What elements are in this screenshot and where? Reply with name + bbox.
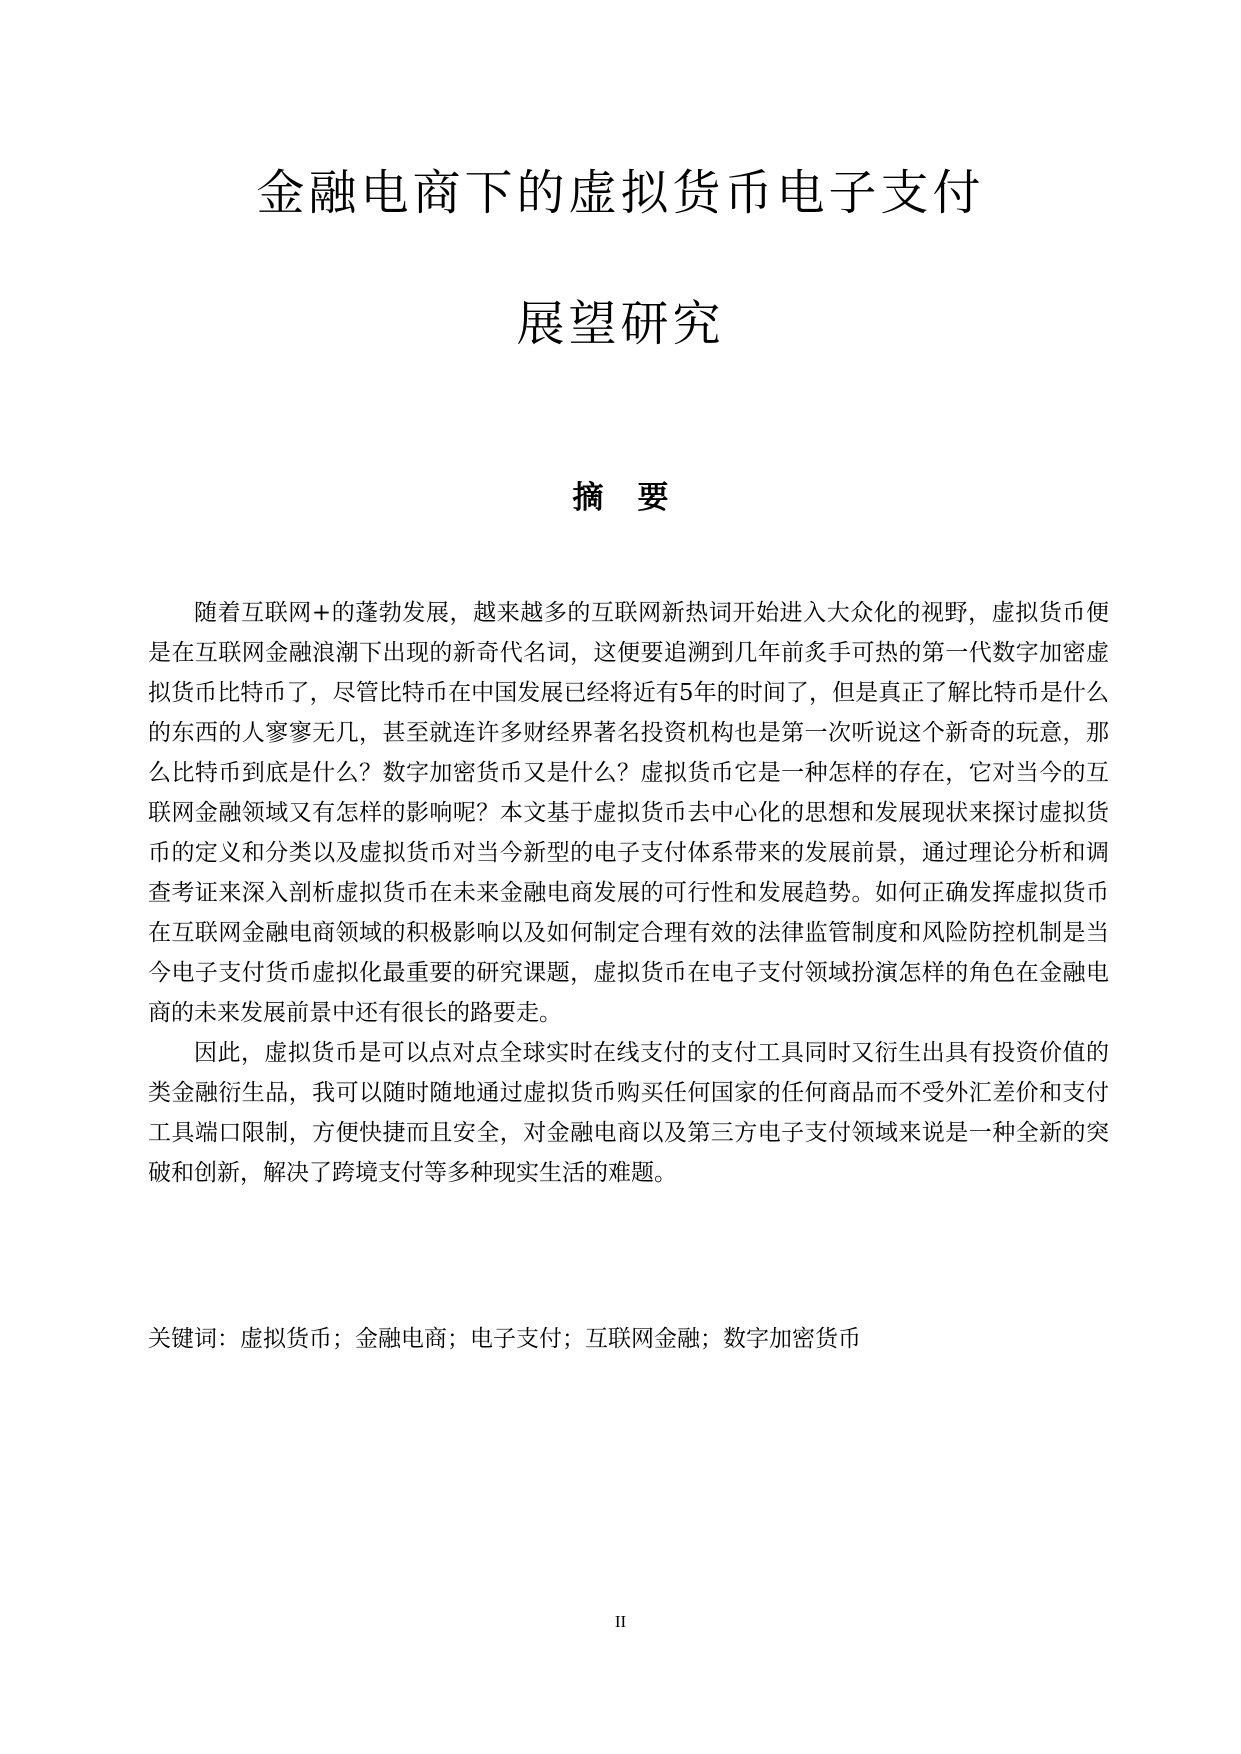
keywords-line: 关键词：虚拟货币；金融电商；电子支付；互联网金融；数字加密货币 — [148, 1326, 861, 1352]
document-title-line-2: 展望研究 — [516, 296, 725, 352]
abstract-body — [148, 593, 1109, 1193]
abstract-heading-char-1: 摘 — [572, 480, 604, 516]
abstract-paragraph-2: 因此，虚拟货币是可以点对点全球实时在线支付的支付工具同时又衍生出具有投资价值的类金融衍生品，我可以随时随地通过虚拟货币购买任何国家的任何商品而不受外汇差价和支付工具端口限制，方便快捷而且安全，对金融电商以及第三方电子支付领域来说是一种全新的突破和创新，解决了跨境支付等多种现实生活的难题。 — [148, 1040, 1109, 1186]
page-number: II — [614, 1612, 627, 1631]
document-title-line-1: 金融电商下的虚拟货币电子支付 — [256, 165, 985, 221]
abstract-paragraph-1: 随着互联网+的蓬勃发展，越来越多的互联网新热词开始进入大众化的视野，虚拟货币便是在互联网金融浪潮下出现的新奇代名词，这便要追溯到几年前炙手可热的第一代数字加密虚拟货币比特币了，尽管比特币在中国发展已经将近有5年的时间了，但是真正了解比特币是什么的东西的人寥寥无几，甚至就连许多财经界著名投资机构也是第一次听说这个新奇的玩意，那么比特币到底是什么？数字加密货币又是什么？虚拟货币它是一种怎样的存在，它对当今的互联网金融领域又有怎样的影响呢？本文基于虚拟货币去中心化的思想和发展现状来探讨虚拟货币的定义和分类以及虚拟货币对当今新型的电子支付体系带来的发展前景，通过理论分析和调查考证来深入剖析虚拟货币在未来金融电商发展的可行性和发展趋势。如何正确发挥虚拟货币在互联网金融电商领域的积极影响以及如何制定合理有效的法律监管制度和风险防控机制是当今电子支付货币虚拟化最重要的研究课题，虚拟货币在电子支付领域扮演怎样的角色在金融电商的未来发展前景中还有很长的路要走。 — [148, 600, 1109, 1026]
abstract-heading-char-2: 要 — [637, 480, 669, 516]
abstract-heading — [0, 478, 1241, 518]
